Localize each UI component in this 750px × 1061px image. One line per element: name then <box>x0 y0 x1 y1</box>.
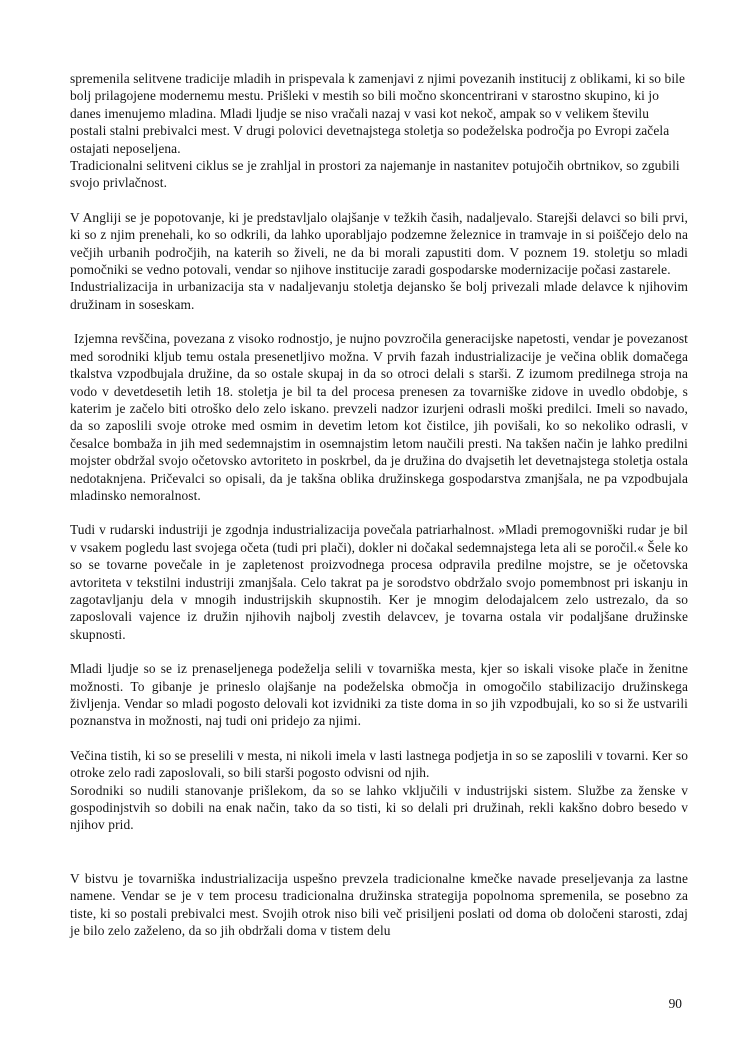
paragraph-england-tramping: V Angliji se je popotovanje, ki je predstavljalo olajšanje v težkih časih, nadaljevalo. Starejši delavci so bili prvi, ki so z njim prenehali, ko so odkrili, da lahko uporabljajo podzemne železnice in tramvaje in si poiščejo delo na večjih urbanih področjih, na katerih so živeli, ne da bi morali zapustiti dom. V poznem 19. stoletju so mladi pomočniki se vedno potovali, vendar so njihove institucije zaradi gospodarske modernizacije počasi zastarele. <box>70 209 688 278</box>
paragraph-migration-traditions: spremenila selitvene tradicije mladih in prispevala k zamenjavi z njimi povezanih institucij z oblikami, ki so bile bolj prilagojene modernemu mestu. Prišleki v mestih so bili močno skoncentrirani v starostno skupino, ki jo danes imenujemo mladina. Mladi ljudje se niso vračali nazaj v vasi kot nekoč, ampak so v velikem številu postali stalni prebivalci mest. V drugi polovici devetnajstega stoletja so podeželska področja po Evropi začela ostajati neposeljena. <box>70 71 686 156</box>
paragraph-youth-migration-cities: Mladi ljudje so se iz prenaseljenega podeželja selili v tovarniška mesta, kjer so iskali visoke plače in ženitne možnosti. To gibanje je prineslo olajšanje na podeželska območja in omogočilo stabilizacijo družinskega življenja. Vendar so mladi pogosto delovali kot izvidniki za tiste doma in so jih vzpodbujali, ko so si že ustvarili poznanstva in možnosti, naj tudi oni pridejo za njimi. <box>70 661 688 729</box>
paragraph-factory-takeover: V bistvu je tovarniška industrializacija uspešno prevzela tradicionalne kmečke navade preseljevanja za lastne namene. Vendar se je v tem procesu tradicionalna družinska strategija popolnoma spremenila, se posebno za tiste, ki so postali prebivalci mest. Svojih otrok niso bili več prisiljeni poslati od doma ob določeni starosti, zdaj je bilo zelo zaželeno, da so jih obdržali doma v tistem delu <box>70 870 688 939</box>
text-column <box>70 70 688 939</box>
paragraph-industrialization-ties: Industrializacija in urbanizacija sta v nadaljevanju stoletja dejansko še bolj privezali mlade delavce k njihovim družinam in soseskam. <box>70 279 688 312</box>
paragraph-mining-patriarchy: Tudi v rudarski industriji je zgodnja industrializacija povečala patriarhalnost. »Mladi premogovniški rudar je bil v vsakem pogledu last svojega očeta (tudi pri plači), dokler ni dočakal sedemnajstega leta ali se poročil.« Šele ko so se tovarne povečale in je zapletenost proizvodnega procesa odpravila predilne mojstre, se je očetovska avtoriteta v tekstilni industriji zmanjšala. Celo takrat pa je sorodstvo obdržalo svojo pomembnost pri iskanju in zagotavljanju dela v mnogih industrijskih skupnostih. Ker je mnogim delodajalcem zelo ustrezalo, da so zaposlovali vajence iz družin njihovih najbolj zvestih delavcev, je tovarna ostala vir podaljšane družinske skupnosti. <box>70 522 688 642</box>
paragraph-traditional-cycle: Tradicionalni selitveni ciklus se je zrahljal in prostori za najemanje in nastanitev potujočih obrtnikov, so zgubili svojo privlačnost. <box>70 158 680 191</box>
paragraph-kin-housing: Sorodniki so nudili stanovanje prišlekom, da so se lahko vključili v industrijski sistem. Službe za ženske v gospodinjstvih so dobili na enak način, tako da so tisti, ki so delali pri družinah, rekli kakšno dobro besedo v njihov prid. <box>70 782 688 833</box>
paragraph-poverty-spinners: Izjemna revščina, povezana z visoko rodnostjo, je nujno povzročila generacijske napetosti, vendar je povezanost med sorodniki kljub temu ostala presenetljivo možna. V prvih fazah industrializacije je večina oblik domačega tkalstva vzpodbujala družine, da so ostale skupaj in da so otroci delali s starši. Z izumom predilnega stroja na vodo v devetdesetih letih 18. stoletja je bil ta del procesa prenesen za tovarniške zidove in uvedlo obdobje, s katerim je začelo biti otroško delo zelo iskano. prevzeli nadzor izurjeni odrasli moški predilci. Imeli so navado, da so zaposlili svoje otroke med osmim in devetim letom kot čistilce, jih povišali, ko so nekoliko odrasli, v česalce bombaža in jih med sedemnajstim in osemnajstim letom naučili presti. Na takšen način je lahko predilni mojster obdržal svojo očetovsko avtoriteto in poskrbel, da je družina do dvajsetih let devetnajstega stoletja ostala nedotaknjena. Pričevalci so opisali, da je takšna oblika družinskega gospodarstva zmanjšala, ne pa vzpodbujala mladinsko nemoralnost. <box>70 331 688 503</box>
page-number: 90 <box>668 996 682 1011</box>
paragraph-factory-employment: Večina tistih, ki so se preselili v mesta, ni nikoli imela v lasti lastnega podjetja in so se zaposlili v tovarni. Ker so otroke zelo radi zaposlovali, so bili starši pogosto odvisni od njih. <box>70 747 688 781</box>
